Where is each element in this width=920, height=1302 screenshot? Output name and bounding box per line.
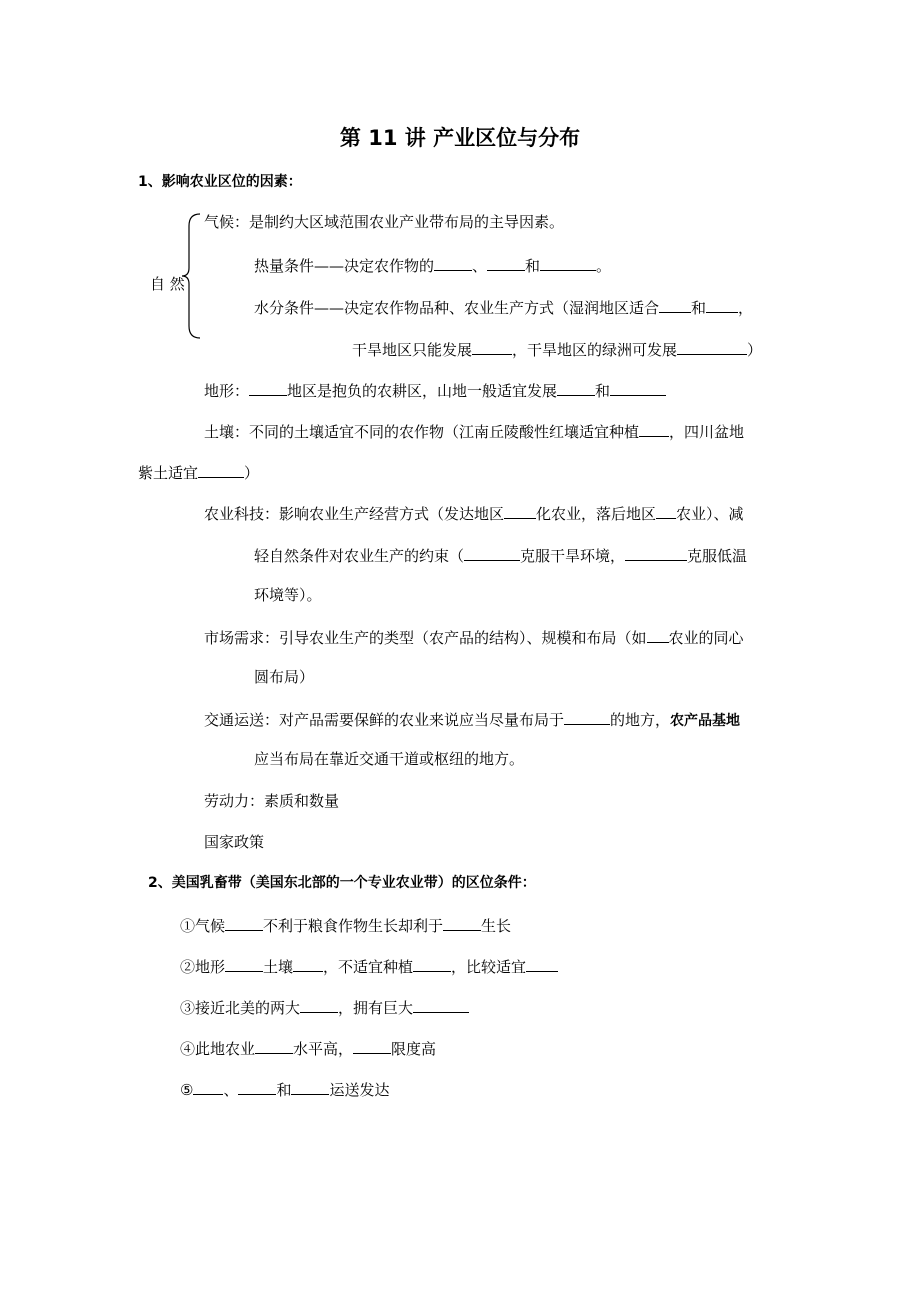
blank-field bbox=[291, 1078, 329, 1095]
text-segment: ，拥有巨大 bbox=[338, 999, 414, 1017]
blank-field bbox=[434, 254, 472, 271]
blank-field bbox=[487, 254, 525, 271]
item-4 bbox=[180, 1037, 436, 1059]
tech-line-2 bbox=[254, 544, 747, 566]
blank-field bbox=[557, 379, 595, 396]
text-segment: 生长 bbox=[481, 917, 512, 935]
text-segment: 运送发达 bbox=[329, 1081, 390, 1099]
blank-field bbox=[193, 1078, 223, 1095]
blank-field bbox=[706, 296, 738, 313]
blank-field bbox=[249, 379, 287, 396]
blank-field bbox=[353, 1037, 391, 1054]
blank-field bbox=[526, 955, 558, 972]
blank-field bbox=[540, 254, 596, 271]
text-segment: ，四川盆地 bbox=[669, 423, 745, 441]
transport-line-2: 应当布局在靠近交通干道或枢纽的地方。 bbox=[254, 750, 525, 768]
text-segment: 地区是抱负的农耕区，山地一般适宜发展 bbox=[287, 382, 558, 400]
soil-line-2 bbox=[138, 461, 259, 483]
terrain-line bbox=[204, 379, 666, 401]
blank-field bbox=[564, 708, 610, 725]
text-segment: 水分条件——决定农作物品种、农业生产方式（湿润地区适合 bbox=[254, 299, 660, 317]
text-segment: 水平高， bbox=[293, 1040, 354, 1058]
blank-field bbox=[656, 502, 676, 519]
blank-field bbox=[472, 338, 512, 355]
text-segment: 地形： bbox=[204, 382, 250, 400]
text-segment: ， bbox=[738, 299, 754, 317]
text-segment: ） bbox=[747, 341, 763, 359]
tech-line-1 bbox=[204, 502, 744, 524]
text-segment: 。 bbox=[596, 257, 612, 275]
blank-field bbox=[293, 955, 323, 972]
blank-field bbox=[255, 1037, 293, 1054]
policy-line: 国家政策 bbox=[204, 833, 265, 851]
text-segment: 、 bbox=[472, 257, 488, 275]
text-segment: 不利于粮食作物生长却利于 bbox=[263, 917, 444, 935]
natural-label: 自 然 bbox=[150, 275, 185, 293]
climate-line: 气候：是制约大区域范围农业产业带布局的主导因素。 bbox=[204, 213, 565, 231]
text-segment: 、 bbox=[223, 1081, 239, 1099]
blank-field bbox=[659, 296, 691, 313]
text-segment: 限度高 bbox=[391, 1040, 437, 1058]
text-segment: ，不适宜种植 bbox=[323, 958, 414, 976]
text-segment: 农业科技：影响农业生产经营方式（发达地区 bbox=[204, 505, 505, 523]
market-line-2: 圆布局） bbox=[254, 668, 315, 686]
blank-field bbox=[225, 955, 263, 972]
water-line-1 bbox=[254, 296, 753, 318]
labor-line: 劳动力：素质和数量 bbox=[204, 792, 340, 810]
blank-field bbox=[443, 914, 481, 931]
blank-field bbox=[610, 379, 666, 396]
market-line-1 bbox=[204, 626, 744, 648]
text-segment: 土壤：不同的土壤适宜不同的农作物（江南丘陵酸性红壤适宜种植 bbox=[204, 423, 640, 441]
page-title: 第 11 讲 产业区位与分布 bbox=[339, 126, 581, 150]
blank-field bbox=[413, 996, 469, 1013]
water-line-2 bbox=[352, 338, 762, 360]
text-segment: ） bbox=[244, 464, 260, 482]
text-segment: 市场需求：引导农业生产的类型（农产品的结构）、规模和布局（如 bbox=[204, 629, 647, 647]
blank-field bbox=[504, 502, 536, 519]
blank-field bbox=[413, 955, 451, 972]
blank-field bbox=[647, 626, 669, 643]
text-segment: 和 bbox=[691, 299, 707, 317]
text-segment: ，干旱地区的绿洲可发展 bbox=[512, 341, 678, 359]
text-segment: 化农业，落后地区 bbox=[536, 505, 657, 523]
blank-field bbox=[238, 1078, 276, 1095]
text-segment: ，比较适宜 bbox=[451, 958, 527, 976]
blank-field bbox=[198, 461, 244, 478]
heat-line bbox=[254, 254, 611, 276]
text-segment: 紫土适宜 bbox=[138, 464, 199, 482]
blank-field bbox=[225, 914, 263, 931]
text-segment: 和 bbox=[595, 382, 611, 400]
section2-heading: 2、美国乳畜带（美国东北部的一个专业农业带）的区位条件： bbox=[148, 875, 536, 891]
text-segment: 克服低温 bbox=[687, 547, 748, 565]
text-segment: 热量条件——决定农作物的 bbox=[254, 257, 435, 275]
blank-field bbox=[677, 338, 747, 355]
text-segment: 和 bbox=[276, 1081, 292, 1099]
text-segment: 农业的同心 bbox=[668, 629, 744, 647]
item-1 bbox=[180, 914, 511, 936]
text-segment: 干旱地区只能发展 bbox=[352, 341, 473, 359]
text-segment: ②地形 bbox=[180, 958, 226, 976]
text-segment: 土壤 bbox=[263, 958, 294, 976]
tech-line-3: 环境等）。 bbox=[254, 586, 322, 604]
text-segment: ①气候 bbox=[180, 917, 226, 935]
item-3 bbox=[180, 996, 469, 1018]
text-segment: 农业）、减 bbox=[676, 505, 744, 523]
text-segment: 的地方， bbox=[610, 711, 671, 729]
item-2 bbox=[180, 955, 558, 977]
text-segment: ⑤ bbox=[180, 1081, 194, 1099]
text-segment: 交通运送：对产品需要保鲜的农业来说应当尽量布局于 bbox=[204, 711, 565, 729]
blank-field bbox=[625, 544, 687, 561]
text-segment: 克服干旱环境， bbox=[520, 547, 626, 565]
text-segment: 和 bbox=[525, 257, 541, 275]
text-segment: ③接近北美的两大 bbox=[180, 999, 301, 1017]
blank-field bbox=[464, 544, 520, 561]
section1-heading: 1、影响农业区位的因素： bbox=[138, 174, 302, 190]
text-segment: ④此地农业 bbox=[180, 1040, 256, 1058]
blank-field bbox=[639, 420, 669, 437]
blank-field bbox=[300, 996, 338, 1013]
soil-line-1 bbox=[204, 420, 744, 442]
transport-line-1 bbox=[204, 708, 740, 731]
text-segment: 农产品基地 bbox=[670, 713, 741, 729]
text-segment: 轻自然条件对农业生产的约束（ bbox=[254, 547, 465, 565]
item-5 bbox=[180, 1078, 390, 1100]
